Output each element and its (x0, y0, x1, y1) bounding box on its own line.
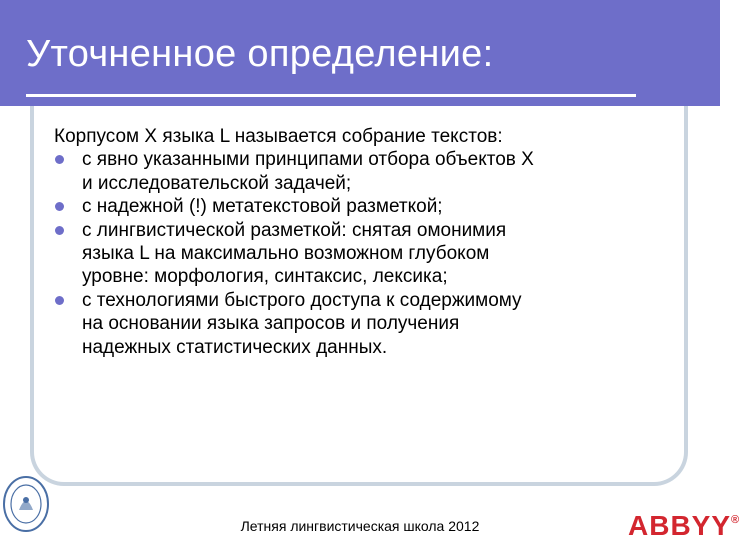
abbyy-logo-text: ABBYY (628, 510, 732, 541)
bullet-dot-icon (55, 226, 64, 235)
bullet-item (54, 195, 684, 218)
abbyy-logo (628, 510, 740, 542)
slide-title: Уточненное определение: (26, 33, 494, 75)
bullet-line: с технологиями быстрого доступа к содержимому (82, 289, 522, 311)
registered-mark: ® (731, 514, 740, 526)
bullet-list (54, 148, 684, 359)
bullet-line: с надежной (!) метатекстовой разметкой; (82, 196, 443, 218)
bullet-dot-icon (55, 155, 64, 164)
slide-body (54, 125, 684, 359)
bullet-line: на основании языка запросов и получения (82, 313, 460, 335)
intro-text: Корпусом X языка L называется собрание текстов: (54, 126, 503, 147)
bullet-item (54, 289, 684, 359)
bullet-line: языка L на максимально возможном глубоком (82, 243, 490, 265)
bullet-item (54, 148, 684, 195)
bullet-line: с лингвистической разметкой: снятая омонимия (82, 219, 507, 241)
title-underline (26, 94, 636, 97)
bullet-dot-icon (55, 202, 64, 211)
bullet-dot-icon (55, 296, 64, 305)
bullet-line: надежных статистических данных. (82, 336, 388, 358)
bullet-line: и исследовательской задачей; (82, 172, 352, 194)
title-bar-accent (686, 8, 720, 106)
bullet-line: с явно указанными принципами отбора объектов X (82, 149, 534, 171)
bullet-line: уровне: морфология, синтаксис, лексика; (82, 266, 448, 288)
bullet-item (54, 219, 684, 289)
footer-text: Летняя лингвистическая школа 2012 (240, 518, 480, 534)
